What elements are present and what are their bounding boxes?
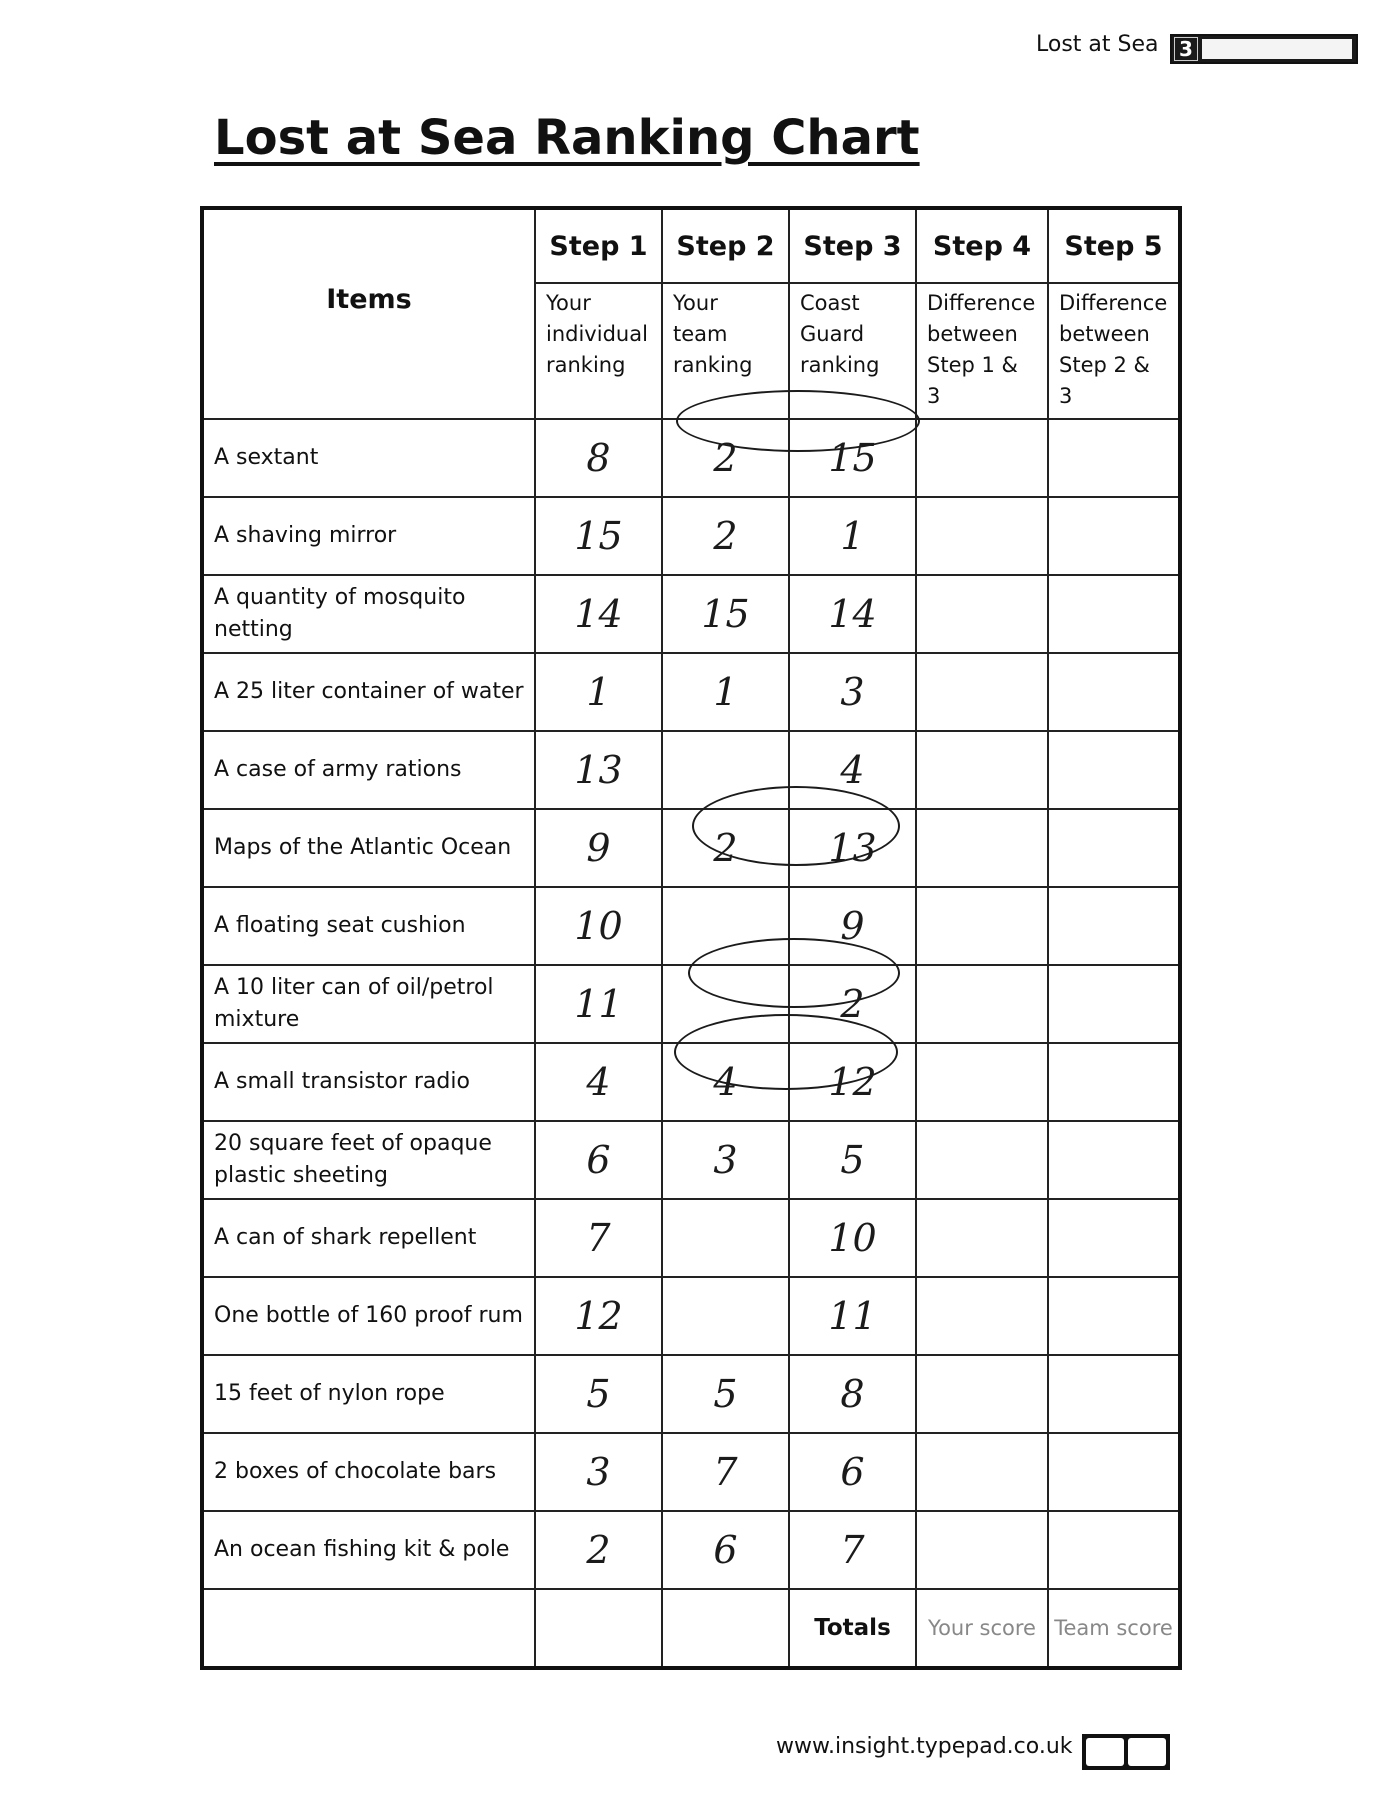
step-5-value[interactable] [1048,1433,1180,1511]
step-3-value[interactable]: 10 [789,1199,916,1277]
step-5-value[interactable] [1048,887,1180,965]
totals-step-1-cell [535,1589,662,1668]
table-row [202,575,1180,653]
step-2-value[interactable]: 6 [662,1511,789,1589]
item-name: A can of shark repellent [202,1199,535,1277]
step-2-description: Your team ranking [662,283,789,419]
totals-label: Totals [789,1589,916,1668]
step-5-value[interactable] [1048,1277,1180,1355]
page-tab-bar [1202,39,1352,59]
step-5-value[interactable] [1048,575,1180,653]
step-1-value[interactable]: 10 [535,887,662,965]
step-1-description: Your individual ranking [535,283,662,419]
step-1-value[interactable]: 8 [535,419,662,497]
table-row [202,653,1180,731]
step-5-value[interactable] [1048,1043,1180,1121]
step-3-description: Coast Guard ranking [789,283,916,419]
page-title: Lost at Sea Ranking Chart [214,110,920,166]
item-name: An ocean fishing kit & pole [202,1511,535,1589]
step-5-value[interactable] [1048,965,1180,1043]
step-2-value[interactable] [662,1199,789,1277]
step-4-value[interactable] [916,1277,1048,1355]
step-2-value[interactable]: 7 [662,1433,789,1511]
step-4-value[interactable] [916,809,1048,887]
table-row [202,1199,1180,1277]
step-5-value[interactable] [1048,1121,1180,1199]
step-3-value[interactable]: 7 [789,1511,916,1589]
step-3-value[interactable]: 9 [789,887,916,965]
step-5-value[interactable] [1048,419,1180,497]
step-4-value[interactable] [916,497,1048,575]
step-2-value[interactable]: 1 [662,653,789,731]
step-4-description: Difference between Step 1 & 3 [916,283,1048,419]
step-5-header: Step 5 [1048,208,1180,283]
table-row [202,731,1180,809]
step-3-value[interactable]: 12 [789,1043,916,1121]
step-4-value[interactable] [916,1043,1048,1121]
step-2-value[interactable]: 15 [662,575,789,653]
item-name: A floating seat cushion [202,887,535,965]
step-5-value[interactable] [1048,1355,1180,1433]
step-4-value[interactable] [916,1511,1048,1589]
table-row [202,887,1180,965]
item-name: A 10 liter can of oil/petrol mixture [202,965,535,1043]
step-1-value[interactable]: 14 [535,575,662,653]
step-2-value[interactable]: 4 [662,1043,789,1121]
step-2-value[interactable]: 3 [662,1121,789,1199]
handwritten-circle [676,390,920,452]
step-2-value[interactable]: 2 [662,809,789,887]
step-4-value[interactable] [916,887,1048,965]
footer-logo [1082,1734,1170,1770]
step-4-value[interactable] [916,575,1048,653]
handwritten-circle [674,1014,898,1090]
step-1-value[interactable]: 7 [535,1199,662,1277]
step-3-value[interactable]: 11 [789,1277,916,1355]
step-2-value[interactable]: 5 [662,1355,789,1433]
step-4-value[interactable] [916,965,1048,1043]
step-5-value[interactable] [1048,731,1180,809]
step-1-value[interactable]: 2 [535,1511,662,1589]
item-name: A quantity of mosquito netting [202,575,535,653]
table-row [202,1511,1180,1589]
your-score[interactable]: Your score [916,1589,1048,1668]
step-1-value[interactable]: 5 [535,1355,662,1433]
step-1-value[interactable]: 4 [535,1043,662,1121]
section-title: Lost at Sea [1036,32,1159,57]
step-5-value[interactable] [1048,809,1180,887]
item-name: A shaving mirror [202,497,535,575]
step-3-value[interactable]: 3 [789,653,916,731]
step-4-value[interactable] [916,419,1048,497]
step-5-value[interactable] [1048,1511,1180,1589]
totals-blank-cell [202,1589,535,1668]
item-name: One bottle of 160 proof rum [202,1277,535,1355]
table-row [202,497,1180,575]
step-1-value[interactable]: 6 [535,1121,662,1199]
item-name: A case of army rations [202,731,535,809]
item-name: Maps of the Atlantic Ocean [202,809,535,887]
step-1-value[interactable]: 9 [535,809,662,887]
step-4-value[interactable] [916,1121,1048,1199]
step-3-value[interactable]: 5 [789,1121,916,1199]
step-2-value[interactable]: 2 [662,497,789,575]
item-name: A 25 liter container of water [202,653,535,731]
table-row [202,809,1180,887]
step-1-value[interactable]: 13 [535,731,662,809]
team-score[interactable]: Team score [1048,1589,1180,1668]
step-3-value[interactable]: 13 [789,809,916,887]
items-header: Items [202,208,535,419]
handwritten-circle [688,938,900,1008]
step-3-value[interactable]: 8 [789,1355,916,1433]
step-2-value[interactable]: 2 [662,419,789,497]
totals-row [202,1589,1180,1668]
item-name: 2 boxes of chocolate bars [202,1433,535,1511]
table-row [202,1277,1180,1355]
step-1-value[interactable]: 15 [535,497,662,575]
step-1-header: Step 1 [535,208,662,283]
step-5-description: Difference between Step 2 & 3 [1048,283,1180,419]
step-3-value[interactable]: 15 [789,419,916,497]
step-1-value[interactable]: 11 [535,965,662,1043]
step-5-value[interactable] [1048,1199,1180,1277]
step-4-value[interactable] [916,731,1048,809]
table-row [202,1121,1180,1199]
step-3-header: Step 3 [789,208,916,283]
step-4-value[interactable] [916,653,1048,731]
step-4-value[interactable] [916,1199,1048,1277]
step-3-value[interactable]: 4 [789,731,916,809]
step-1-value[interactable]: 1 [535,653,662,731]
handwritten-circle [692,786,900,866]
item-name: 20 square feet of opaque plastic sheeting [202,1121,535,1199]
page-number: 3 [1174,37,1198,61]
header-row-steps [202,208,1180,283]
item-name: A small transistor radio [202,1043,535,1121]
step-2-value[interactable] [662,1277,789,1355]
step-4-value[interactable] [916,1433,1048,1511]
item-name: 15 feet of nylon rope [202,1355,535,1433]
step-4-header: Step 4 [916,208,1048,283]
step-3-value[interactable]: 2 [789,965,916,1043]
step-3-value[interactable]: 1 [789,497,916,575]
item-name: A sextant [202,419,535,497]
totals-step-2-cell [662,1589,789,1668]
step-1-value[interactable]: 3 [535,1433,662,1511]
step-5-value[interactable] [1048,497,1180,575]
step-4-value[interactable] [916,1355,1048,1433]
step-1-value[interactable]: 12 [535,1277,662,1355]
step-2-header: Step 2 [662,208,789,283]
page-tab [1170,34,1358,64]
step-3-value[interactable]: 6 [789,1433,916,1511]
footer-url[interactable]: www.insight.typepad.co.uk [776,1734,1073,1759]
step-5-value[interactable] [1048,653,1180,731]
step-3-value[interactable]: 14 [789,575,916,653]
table-row [202,1433,1180,1511]
table-row [202,1355,1180,1433]
